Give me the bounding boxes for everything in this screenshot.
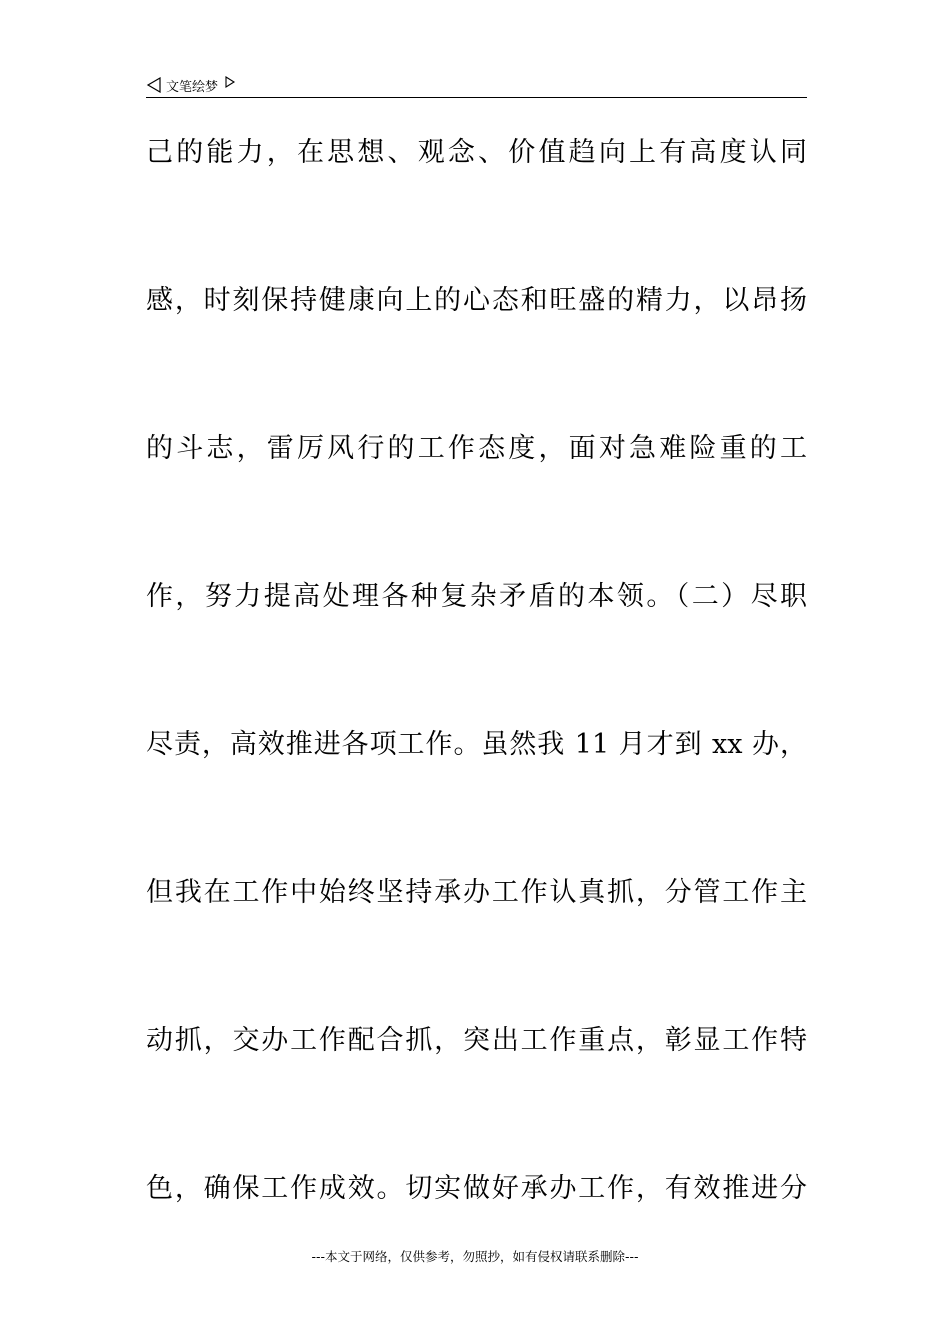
triangle-right-icon xyxy=(224,76,236,88)
header-brand: 文笔绘梦 xyxy=(166,79,219,95)
body-line: 感，时刻保持健康向上的心态和旺盛的精力，以昂扬 xyxy=(146,285,807,316)
body-line: 动抓，交办工作配合抓，突出工作重点，彰显工作特 xyxy=(146,1025,807,1056)
body-line: 尽责，高效推进各项工作。虽然我 11 月才到 xx 办， xyxy=(146,729,807,760)
body-line: 己的能力，在思想、观念、价值趋向上有高度认同 xyxy=(146,137,807,168)
body-line: 作，努力提高处理各种复杂矛盾的本领。（二）尽职 xyxy=(146,581,807,612)
page-header xyxy=(146,74,236,96)
page-footer: ---本文于网络，仅供参考，勿照抄，如有侵权请联系删除--- xyxy=(311,1249,639,1264)
body-line: 但我在工作中始终坚持承办工作认真抓，分管工作主 xyxy=(146,877,807,908)
header-divider xyxy=(146,97,807,98)
triangle-left-icon xyxy=(146,77,162,93)
document-body xyxy=(146,128,807,1312)
body-line: 色，确保工作成效。切实做好承办工作，有效推进分 xyxy=(146,1173,807,1204)
body-line: 的斗志，雷厉风行的工作态度，面对急难险重的工 xyxy=(146,433,807,464)
